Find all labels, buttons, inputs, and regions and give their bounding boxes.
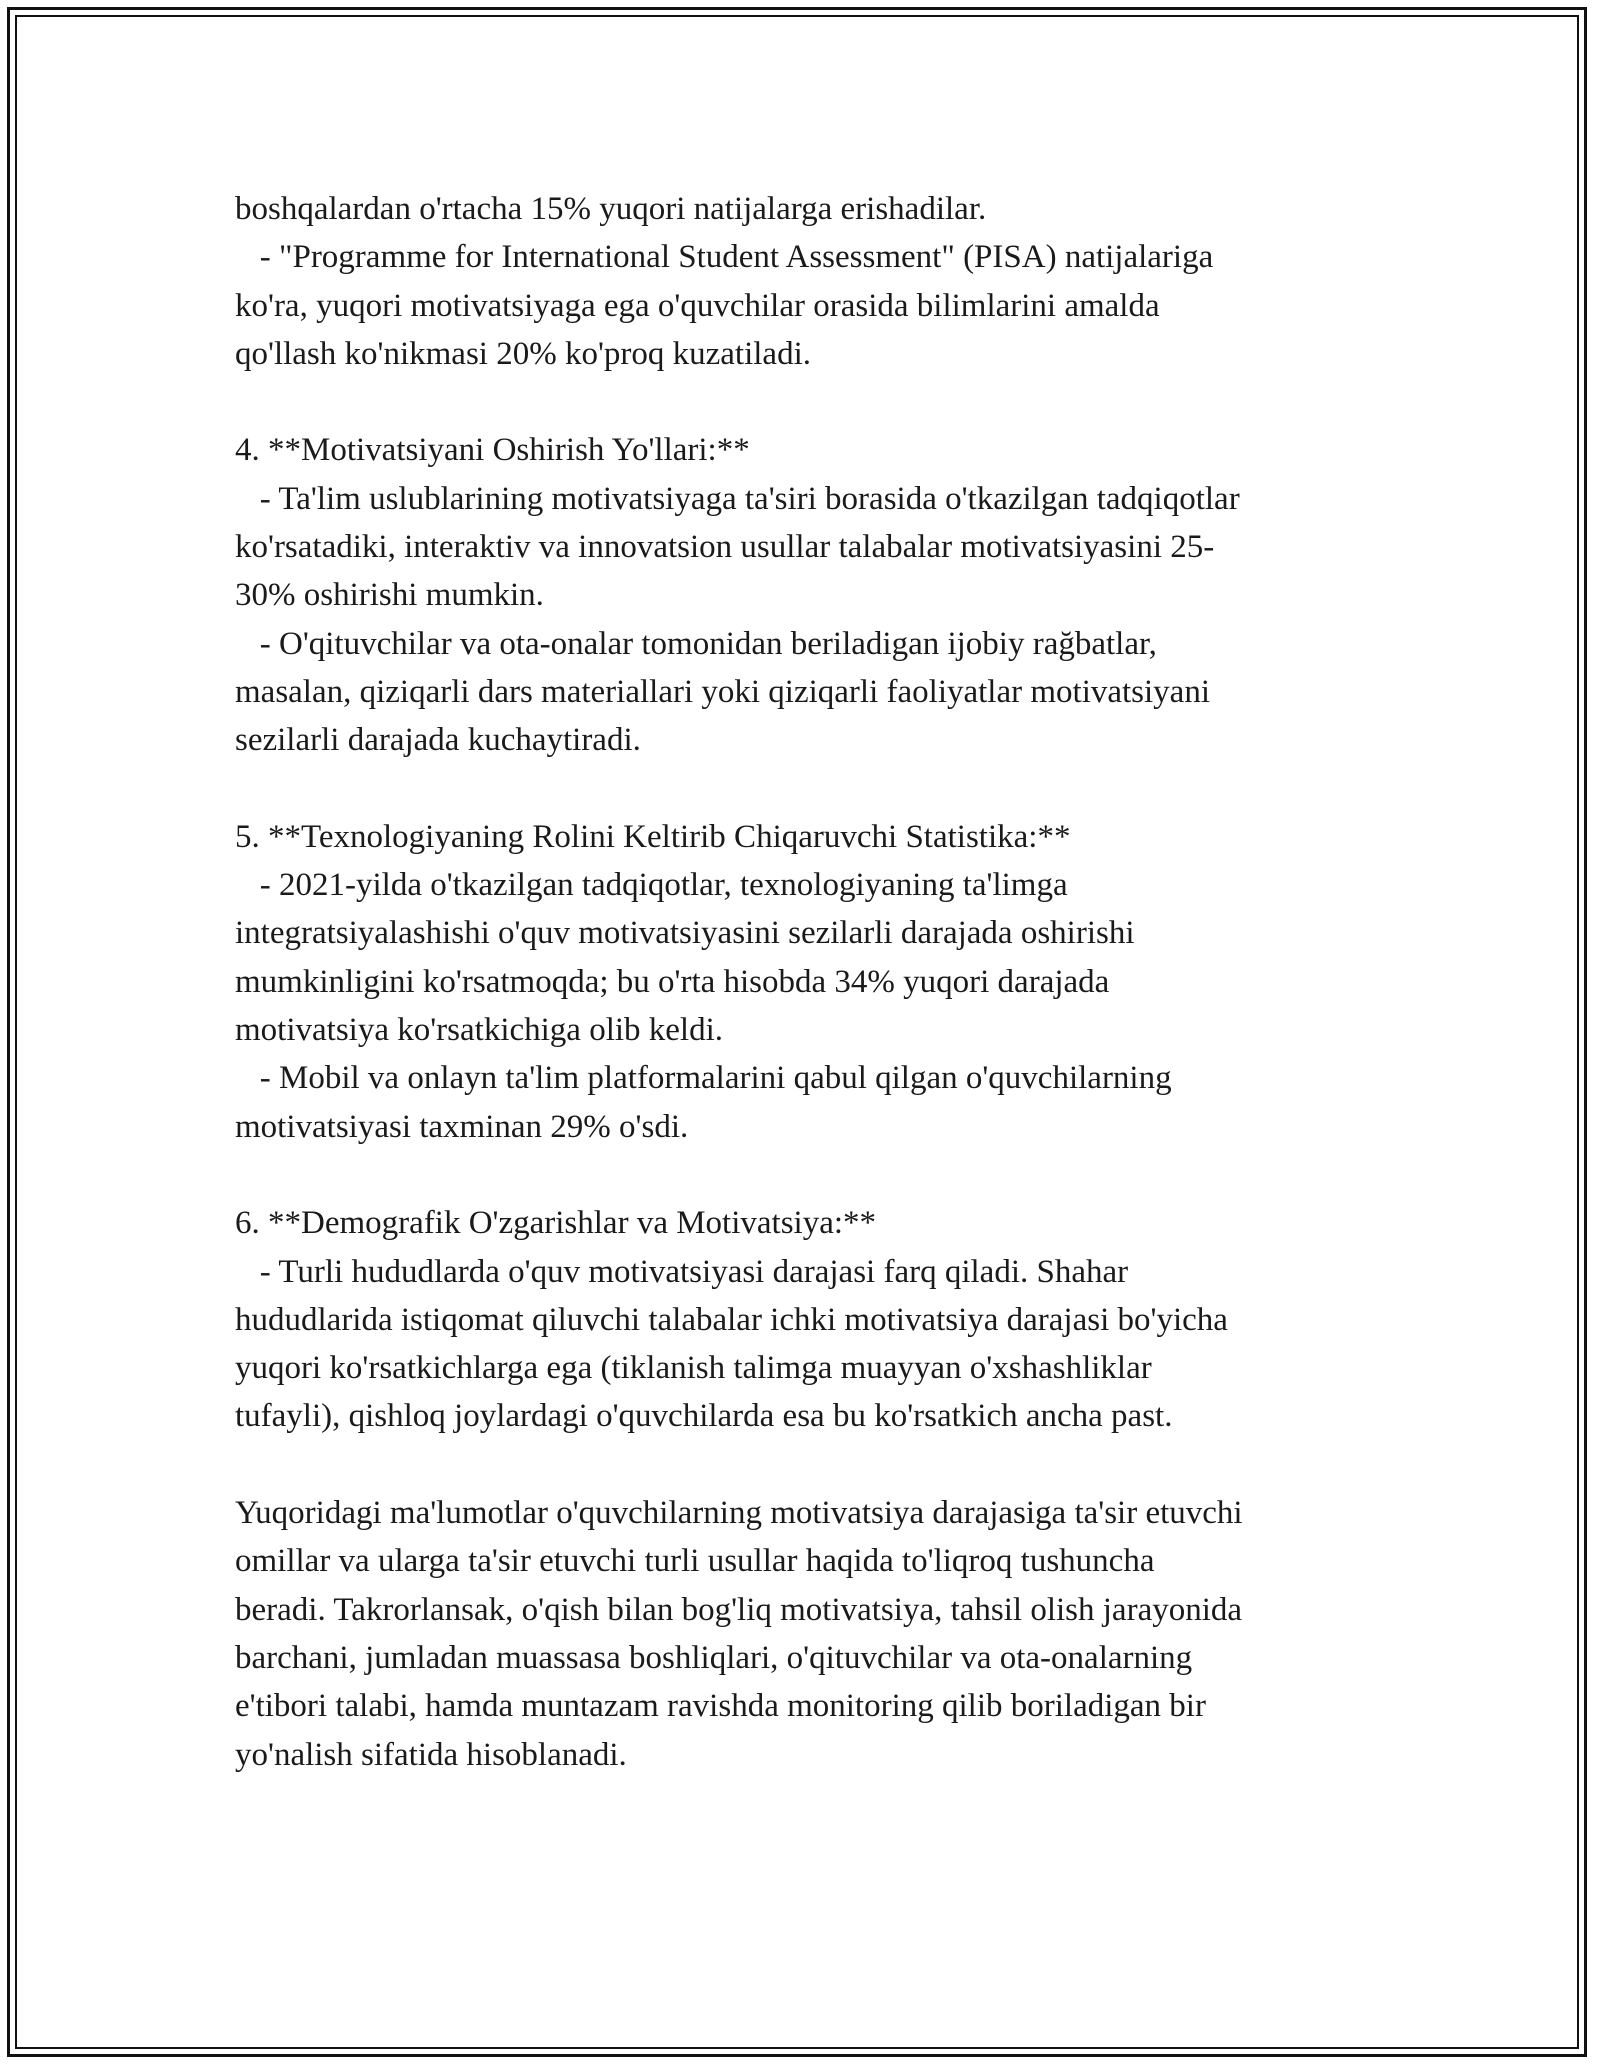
text-line: hududlarida istiqomat qiluvchi talabalar ichki motivatsiya darajasi bo'yicha xyxy=(235,1301,1228,1338)
text-line: integratsiyalashishi o'quv motivatsiyasini sezilarli darajada oshirishi xyxy=(235,915,1135,952)
text-line: - O'qituvchilar va ota-onalar tomonidan beriladigan ijobiy rağbatlar, xyxy=(235,625,1157,662)
text-line: ko'ra, yuqori motivatsiyaga ega o'quvchilar orasida bilimlarini amalda xyxy=(235,287,1160,324)
blank-line xyxy=(235,1441,1395,1489)
document-body xyxy=(235,185,1395,1779)
text-line: ko'rsatadiki, interaktiv va innovatsion usullar talabalar motivatsiyasini 25- xyxy=(235,529,1215,566)
conclusion-line: yo'nalish sifatida hisoblanadi. xyxy=(235,1736,627,1773)
section-heading-4: 4. **Motivatsiyani Oshirish Yo'llari:** xyxy=(235,432,750,469)
text-line: - 2021-yilda o'tkazilgan tadqiqotlar, texnologiyaning ta'limga xyxy=(235,867,1068,904)
text-line: motivatsiyasi taxminan 29% o'sdi. xyxy=(235,1108,689,1145)
blank-line xyxy=(235,378,1395,426)
text-line: motivatsiya ko'rsatkichiga olib keldi. xyxy=(235,1012,724,1049)
text-line: - "Programme for International Student Assessment" (PISA) natijalariga xyxy=(235,239,1214,276)
text-line: qo'llash ko'nikmasi 20% ko'proq kuzatiladi. xyxy=(235,335,812,372)
text-line: yuqori ko'rsatkichlarga ega (tiklanish talimga muayyan o'xshashliklar xyxy=(235,1350,1152,1387)
text-line: sezilarli darajada kuchaytiradi. xyxy=(235,722,641,759)
text-line: mumkinligini ko'rsatmoqda; bu o'rta hisobda 34% yuqori darajada xyxy=(235,963,1110,1000)
text-line: - Ta'lim uslublarining motivatsiyaga ta'siri borasida o'tkazilgan tadqiqotlar xyxy=(235,480,1240,517)
text-line: 30% oshirishi mumkin. xyxy=(235,577,544,614)
conclusion-line: e'tibori talabi, hamda muntazam ravishda monitoring qilib boriladigan bir xyxy=(235,1688,1206,1725)
text-line: - Mobil va onlayn ta'lim platformalarini qabul qilgan o'quvchilarning xyxy=(235,1060,1172,1097)
blank-line xyxy=(235,765,1395,813)
blank-line xyxy=(235,1151,1395,1199)
section-heading-5: 5. **Texnologiyaning Rolini Keltirib Chiqaruvchi Statistika:** xyxy=(235,818,1071,855)
text-line: - Turli hududlarda o'quv motivatsiyasi darajasi farq qiladi. Shahar xyxy=(235,1253,1129,1290)
text-line: boshqalardan o'rtacha 15% yuqori natijalarga erishadilar. xyxy=(235,191,987,227)
text-line: masalan, qiziqarli dars materiallari yoki qiziqarli faoliyatlar motivatsiyani xyxy=(235,673,1210,710)
conclusion-line: Yuqoridagi ma'lumotlar o'quvchilarning motivatsiya darajasiga ta'sir etuvchi xyxy=(235,1495,1243,1532)
text-line: tufayli), qishloq joylardagi o'quvchilarda esa bu ko'rsatkich ancha past. xyxy=(235,1398,1173,1435)
section-heading-6: 6. **Demografik O'zgarishlar va Motivatsiya:** xyxy=(235,1205,877,1242)
conclusion-line: beradi. Takrorlansak, o'qish bilan bog'liq motivatsiya, tahsil olish jarayonida xyxy=(235,1591,1243,1628)
conclusion-line: omillar va ularga ta'sir etuvchi turli usullar haqida to'liqroq tushuncha xyxy=(235,1543,1155,1580)
conclusion-line: barchani, jumladan muassasa boshliqlari, o'qituvchilar va ota-onalarning xyxy=(235,1639,1193,1676)
